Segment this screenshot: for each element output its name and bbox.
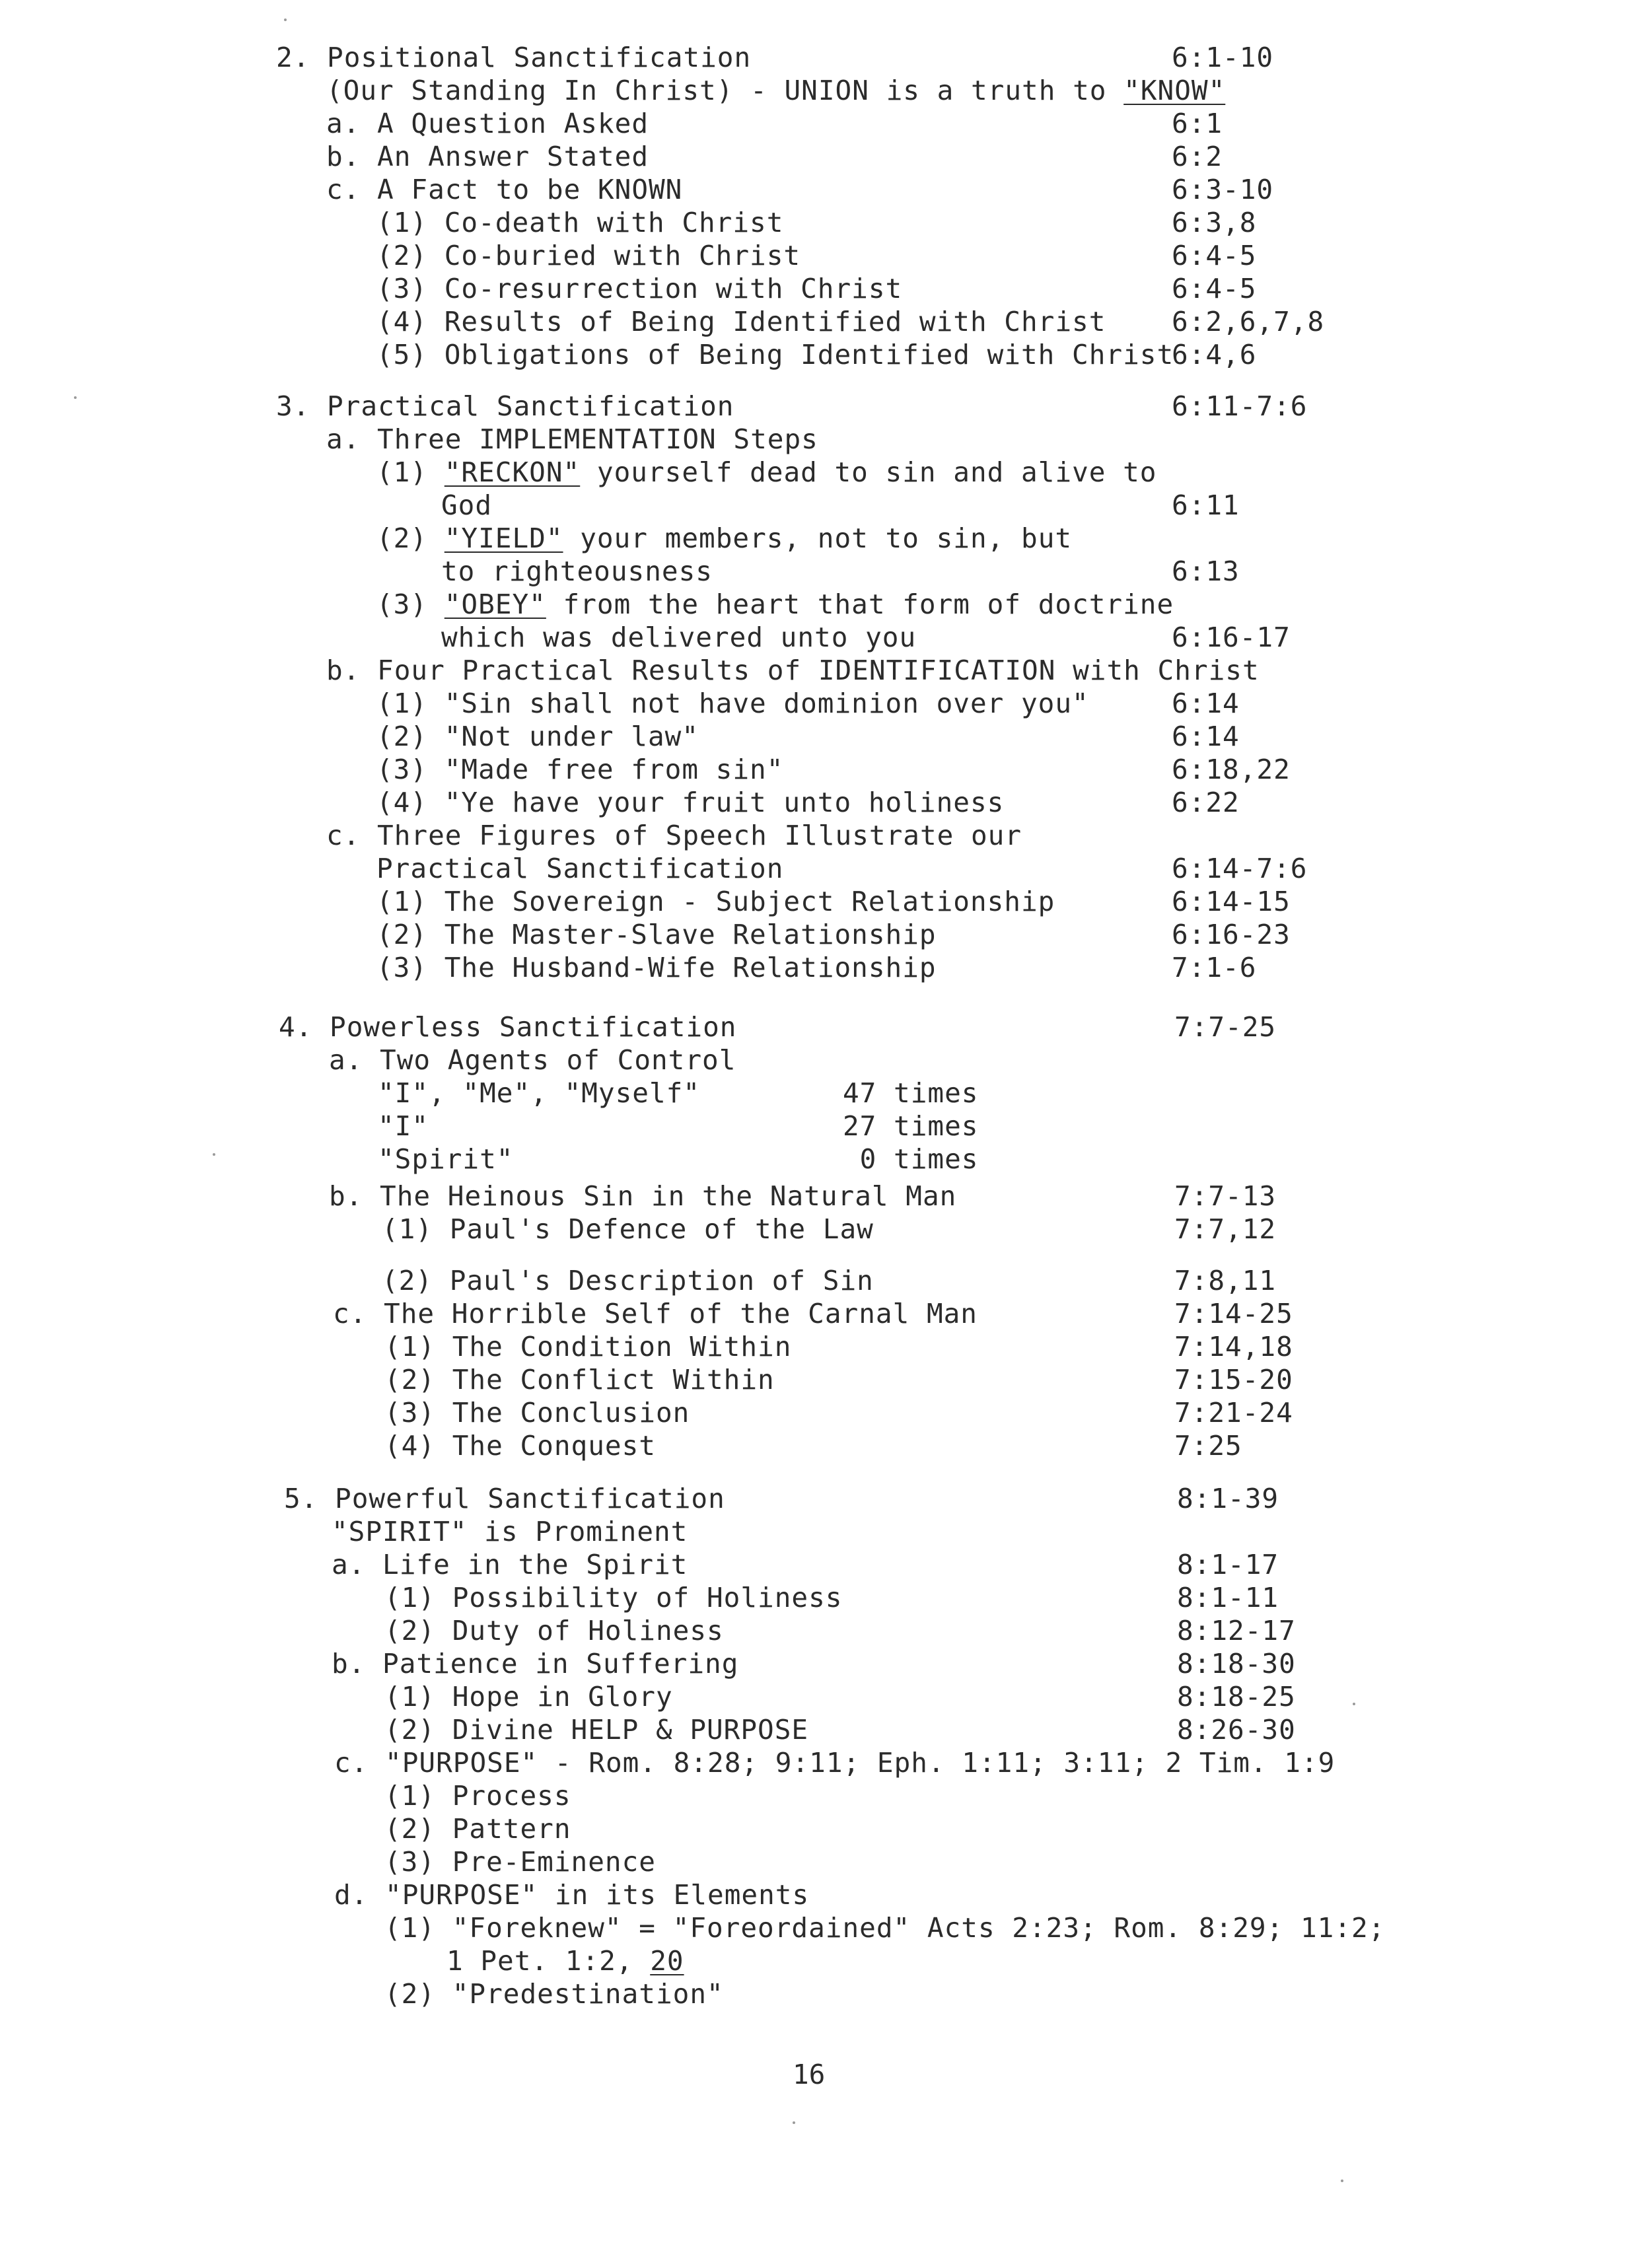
section-2-item-c2-ref: 6:4-5 (1172, 240, 1257, 271)
section-4-item-b2-ref: 7:8,11 (1174, 1265, 1277, 1296)
section-5-item-c3: (3) Pre-Eminence (384, 1846, 656, 1878)
section-3-item-a1-cont: God (441, 489, 493, 521)
section-3-reckon-emphasis: "RECKON" (444, 456, 581, 488)
section-5-item-d1-cont (446, 1944, 684, 1977)
section-4-item-b: b. The Heinous Sin in the Natural Man (329, 1180, 957, 1212)
section-3-item-a: a. Three IMPLEMENTATION Steps (326, 423, 818, 455)
section-4-item-a: a. Two Agents of Control (329, 1044, 736, 1076)
section-4-item-c4-ref: 7:25 (1174, 1430, 1242, 1462)
section-5-item-b: b. Patience in Suffering (332, 1648, 739, 1680)
page-number: 16 (793, 2059, 826, 2090)
section-3-item-a2-cont: to righteousness (441, 555, 713, 587)
section-3-title: 3. Practical Sanctification (276, 390, 734, 422)
section-3-item-b3: (3) "Made free from sin" (376, 754, 784, 785)
section-2-item-c3-ref: 6:4-5 (1172, 273, 1257, 304)
section-3-item-b1-ref: 6:14 (1172, 688, 1240, 719)
section-2-item-c2: (2) Co-buried with Christ (376, 240, 801, 271)
section-5-item-b2-ref: 8:26-30 (1177, 1714, 1296, 1746)
section-4-title: 4. Powerless Sanctification (279, 1011, 737, 1043)
section-3-item-a3-num: (3) (376, 588, 445, 620)
section-5-item-d1-cont-text: 1 Pet. 1:2, (446, 1945, 651, 1977)
section-5-item-a1: (1) Possibility of Holiness (384, 1582, 843, 1613)
section-5-item-a-ref: 8:1-17 (1177, 1549, 1279, 1580)
section-5-item-b-ref: 8:18-30 (1177, 1648, 1296, 1680)
section-5-item-a2-ref: 8:12-17 (1177, 1615, 1296, 1647)
agent-label: "Spirit" (378, 1143, 514, 1175)
section-5-item-a1-ref: 8:1-11 (1177, 1582, 1279, 1613)
section-5-verse-20-emphasis: 20 (650, 1945, 684, 1977)
section-3-ref: 6:11-7:6 (1172, 390, 1308, 422)
section-2-subtitle (326, 74, 1225, 107)
section-5-title: 5. Powerful Sanctification (284, 1483, 725, 1514)
section-2-title: 2. Positional Sanctification (276, 42, 752, 73)
section-2-item-c4: (4) Results of Being Identified with Christ (376, 306, 1106, 337)
section-5-item-d1: (1) "Foreknew" = "Foreordained" Acts 2:23; Rom. 8:29; 11:2; (384, 1912, 1386, 1944)
section-4-item-c1: (1) The Condition Within (384, 1331, 792, 1363)
agent-label: "I", "Me", "Myself" (378, 1077, 700, 1109)
section-3-item-a3 (376, 588, 1174, 621)
section-3-item-a1-text: yourself dead to sin and alive to (580, 456, 1157, 488)
section-3-item-c-ref: 6:14-7:6 (1172, 853, 1308, 884)
section-5-item-a2: (2) Duty of Holiness (384, 1615, 724, 1647)
section-5-item-c: c. "PURPOSE" - Rom. 8:28; 9:11; Eph. 1:11; 3:11; 2 Tim. 1:9 (334, 1747, 1335, 1779)
scan-speck (793, 2121, 795, 2124)
section-4-item-c3: (3) The Conclusion (384, 1397, 690, 1429)
scan-speck (213, 1153, 215, 1156)
section-4-item-c-ref: 7:14-25 (1174, 1298, 1293, 1329)
section-5-item-a: a. Life in the Spirit (332, 1549, 688, 1580)
scan-speck (1341, 2179, 1343, 2182)
section-3-item-a2-ref: 6:13 (1172, 555, 1240, 587)
section-3-item-b: b. Four Practical Results of IDENTIFICATION with Christ (326, 655, 1260, 686)
section-3-item-a2 (376, 522, 1072, 555)
agent-count: 27 times (843, 1110, 979, 1142)
agent-count: 47 times (843, 1077, 979, 1109)
section-5-item-d2: (2) "Predestination" (384, 1978, 724, 2010)
section-5-item-c1: (1) Process (384, 1780, 571, 1812)
section-3-item-c3: (3) The Husband-Wife Relationship (376, 952, 937, 983)
section-4-item-c2: (2) The Conflict Within (384, 1364, 775, 1396)
section-3-item-a1 (376, 456, 1157, 489)
section-2-item-c3: (3) Co-resurrection with Christ (376, 273, 903, 304)
section-3-item-b2-ref: 6:14 (1172, 721, 1240, 752)
section-4-item-c2-ref: 7:15-20 (1174, 1364, 1293, 1396)
scan-speck (74, 396, 77, 399)
section-3-item-c2: (2) The Master-Slave Relationship (376, 919, 937, 950)
section-2-item-c5: (5) Obligations of Being Identified with Christ (376, 339, 1174, 371)
scan-speck (284, 18, 287, 21)
agent-label: "I" (378, 1110, 429, 1142)
section-2-ref: 6:1-10 (1172, 42, 1274, 73)
section-3-item-a3-text: from the heart that form of doctrine (546, 588, 1174, 620)
section-2-item-a-ref: 6:1 (1172, 108, 1223, 139)
section-3-item-c: c. Three Figures of Speech Illustrate our (326, 820, 1022, 851)
section-2-item-c1-ref: 6:3,8 (1172, 207, 1257, 238)
section-3-item-a3-ref: 6:16-17 (1172, 621, 1291, 653)
section-3-item-a2-text: your members, not to sin, but (563, 522, 1073, 554)
section-3-item-b4-ref: 6:22 (1172, 787, 1240, 818)
section-4-item-c1-ref: 7:14,18 (1174, 1331, 1293, 1363)
section-3-item-c-cont: Practical Sanctification (376, 853, 784, 884)
section-4-ref: 7:7-25 (1174, 1011, 1277, 1043)
section-5-item-b1: (1) Hope in Glory (384, 1681, 673, 1713)
section-2-item-c: c. A Fact to be KNOWN (326, 174, 683, 205)
section-2-item-c-ref: 6:3-10 (1172, 174, 1274, 205)
section-3-item-c1-ref: 6:14-15 (1172, 886, 1291, 917)
section-2-item-b-ref: 6:2 (1172, 141, 1223, 172)
section-5-item-d: d. "PURPOSE" in its Elements (334, 1879, 810, 1911)
section-3-item-c2-ref: 6:16-23 (1172, 919, 1291, 950)
section-3-item-b2: (2) "Not under law" (376, 721, 699, 752)
section-4-item-b-ref: 7:7-13 (1174, 1180, 1277, 1212)
section-5-subtitle: "SPIRIT" is Prominent (332, 1516, 688, 1547)
section-2-subtitle-text: (Our Standing In Christ) - UNION is a truth to (326, 75, 1124, 106)
section-3-item-c1: (1) The Sovereign - Subject Relationship (376, 886, 1055, 917)
section-4-item-c3-ref: 7:21-24 (1174, 1397, 1293, 1429)
section-4-item-c4: (4) The Conquest (384, 1430, 656, 1462)
section-5-item-b2: (2) Divine HELP & PURPOSE (384, 1714, 809, 1746)
section-4-item-b1: (1) Paul's Defence of the Law (382, 1213, 874, 1245)
section-2-item-c4-ref: 6:2,6,7,8 (1172, 306, 1325, 337)
section-2-item-a: a. A Question Asked (326, 108, 649, 139)
agent-count: 0 times (843, 1143, 979, 1175)
section-3-item-a2-num: (2) (376, 522, 445, 554)
section-5-item-c2: (2) Pattern (384, 1813, 571, 1845)
section-4-item-c: c. The Horrible Self of the Carnal Man (333, 1298, 978, 1329)
section-2-know-emphasis: "KNOW" (1123, 75, 1226, 106)
section-4-item-b2: (2) Paul's Description of Sin (382, 1265, 874, 1296)
section-3-item-a1-num: (1) (376, 456, 445, 488)
section-2-item-c5-ref: 6:4,6 (1172, 339, 1257, 371)
section-3-yield-emphasis: "YIELD" (444, 522, 563, 554)
section-3-obey-emphasis: "OBEY" (444, 588, 546, 620)
section-3-item-c3-ref: 7:1-6 (1172, 952, 1257, 983)
section-5-item-b1-ref: 8:18-25 (1177, 1681, 1296, 1713)
section-2-item-b: b. An Answer Stated (326, 141, 649, 172)
section-3-item-b3-ref: 6:18,22 (1172, 754, 1291, 785)
scan-speck (1353, 1703, 1355, 1705)
section-3-item-a3-cont: which was delivered unto you (441, 621, 917, 653)
section-4-item-b1-ref: 7:7,12 (1174, 1213, 1277, 1245)
section-3-item-b1: (1) "Sin shall not have dominion over you" (376, 688, 1089, 719)
section-2-item-c1: (1) Co-death with Christ (376, 207, 784, 238)
section-3-item-a1-ref: 6:11 (1172, 489, 1240, 521)
section-3-item-b4: (4) "Ye have your fruit unto holiness (376, 787, 1005, 818)
section-5-ref: 8:1-39 (1177, 1483, 1279, 1514)
